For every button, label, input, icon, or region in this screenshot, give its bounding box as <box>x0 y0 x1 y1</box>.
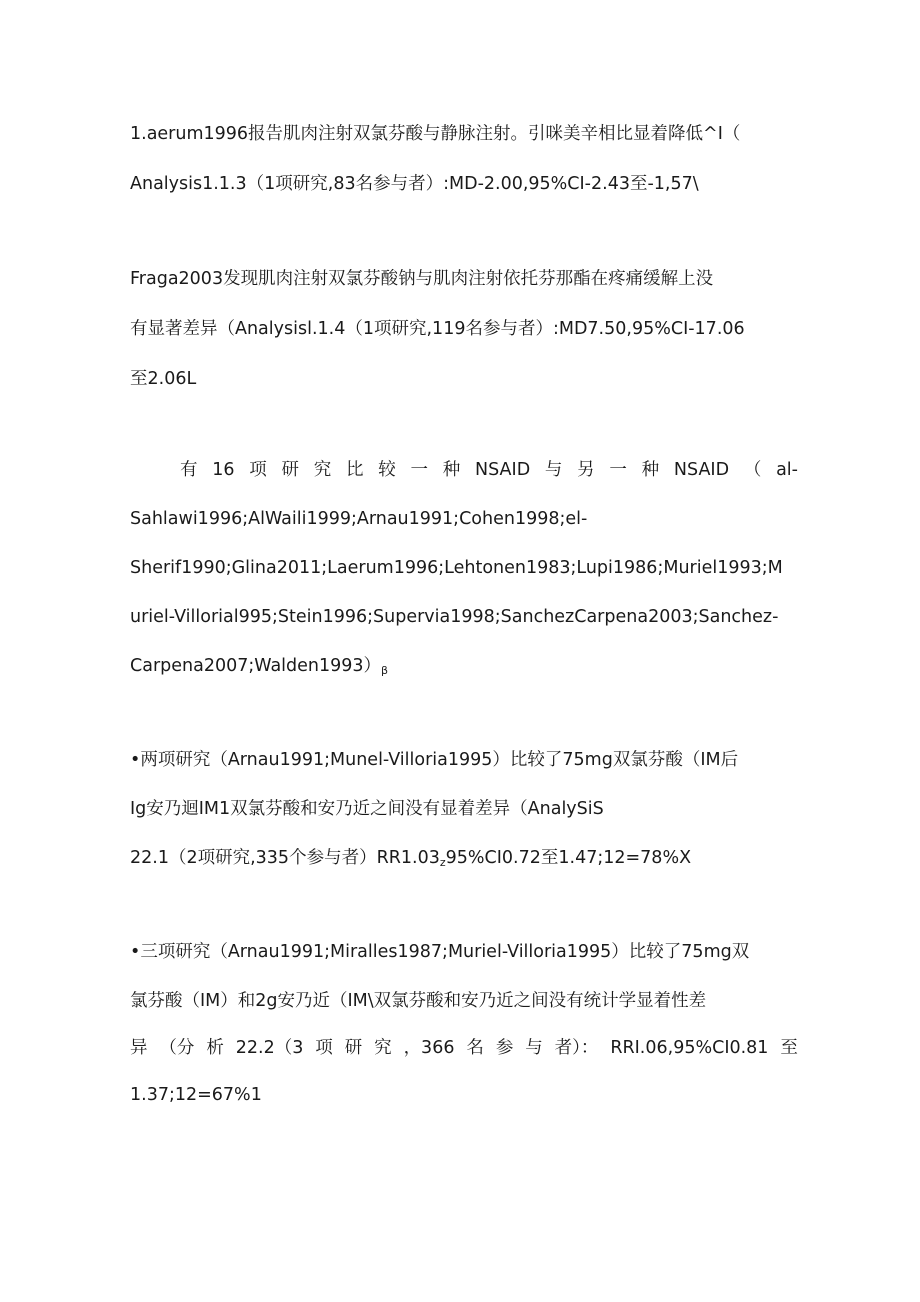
word: （ <box>743 460 762 480</box>
trailing-mark: β <box>381 664 389 677</box>
subscript-mark: z <box>439 856 446 869</box>
text-span: •三项研究（Arnau1991;Miralles1987;Muriel-Villoria1995）比较了75mg双 <box>130 942 750 962</box>
word: 项 <box>249 460 267 480</box>
word: 者）： <box>554 1038 599 1058</box>
text-span: 至2.06L <box>130 369 197 389</box>
paragraph-1-line-2 <box>130 172 798 196</box>
text-span: 95%CI0.72至1.47;12=78%X <box>445 848 692 868</box>
text-span: Analysis1.1.3（1项研究,83名参与者）:MD-2.00,95%CI-2.43至-1,57\ <box>130 174 699 194</box>
text-span: Ig安乃迴IM1双氯芬酸和安乃近之间没有显着差异（AnalySiS <box>130 799 604 819</box>
word: 异 <box>130 1038 148 1058</box>
paragraph-1-line-1 <box>130 122 798 146</box>
paragraph-5-line-2 <box>130 989 798 1013</box>
word: 一 <box>609 460 627 480</box>
paragraph-3-line-2 <box>130 507 798 531</box>
text-span: Fraga2003发现肌肉注射双氯芬酸钠与肌肉注射依托芬那酯在疼痛缓解上没 <box>130 269 714 289</box>
paragraph-5-line-4 <box>130 1083 798 1107</box>
word: 种 <box>442 460 461 480</box>
word: （分 <box>159 1038 195 1058</box>
text-span: 1.37;12=67%1 <box>130 1085 262 1105</box>
word: 一 <box>410 460 429 480</box>
word: 究 <box>374 1038 392 1058</box>
paragraph-5-line-3 <box>130 1036 798 1060</box>
paragraph-4-line-3 <box>130 846 798 875</box>
paragraph-2-line-2 <box>130 317 798 341</box>
word: ，366 <box>403 1038 455 1058</box>
word: 与 <box>544 460 563 480</box>
word: 比 <box>346 460 364 480</box>
paragraph-2-line-1 <box>130 267 798 291</box>
word: 至 <box>780 1038 798 1058</box>
word: 与 <box>525 1038 543 1058</box>
word: 参 <box>495 1038 514 1058</box>
word: 研 <box>344 1038 363 1058</box>
paragraph-4-line-1 <box>130 748 798 772</box>
paragraph-3-line-3 <box>130 556 798 580</box>
paragraph-5-line-1 <box>130 940 798 964</box>
word: 22.2（3 <box>235 1038 304 1058</box>
text-span: 有显著差异（Analysisl.1.4（1项研究,119名参与者）:MD7.50,95%CI-17.06 <box>130 319 745 339</box>
text-span: uriel-Villorial995;Stein1996;Supervia1998;SanchezCarpena2003;Sanchez- <box>130 607 779 627</box>
paragraph-2-line-3 <box>130 367 798 391</box>
text-span: 氯芬酸（IM）和2g安乃近（IM\双氯芬酸和安乃近之间没有统计学显着性差 <box>130 991 707 1011</box>
word: RRI.06,95%CI0.81 <box>610 1038 769 1058</box>
word: al- <box>776 460 798 480</box>
text-span: 22.1（2项研究,335个参与者）RR1.03 <box>130 848 440 868</box>
word: NSAID <box>475 460 531 480</box>
text-span: Sahlawi1996;AlWaili1999;Arnau1991;Cohen1998;el- <box>130 509 588 529</box>
text-span: Carpena2007;Walden1993） <box>130 656 382 676</box>
paragraph-3-line-1 <box>180 458 798 482</box>
word: 16 <box>212 460 235 480</box>
text-span: 1.aerum1996报告肌肉注射双氯芬酸与静脉注射。引咪美辛相比显着降低^I（ <box>130 124 741 144</box>
text-span: •两项研究（Arnau1991;Munel-Villoria1995）比较了75mg双氯芬酸（IM后 <box>130 750 739 770</box>
word: NSAID <box>673 460 730 480</box>
word: 析 <box>206 1038 224 1058</box>
paragraph-4-line-2 <box>130 797 798 821</box>
word: 究 <box>313 460 332 480</box>
word: 研 <box>281 460 300 480</box>
text-span: Sherif1990;Glina2011;Laerum1996;Lehtonen1983;Lupi1986;Muriel1993;M <box>130 558 783 578</box>
word: 项 <box>315 1038 333 1058</box>
paragraph-3-line-4 <box>130 605 798 629</box>
word: 较 <box>378 460 396 480</box>
word: 名 <box>466 1038 484 1058</box>
paragraph-3-line-5 <box>130 654 798 683</box>
word: 种 <box>641 460 660 480</box>
word: 另 <box>577 460 595 480</box>
word: 有 <box>180 460 198 480</box>
